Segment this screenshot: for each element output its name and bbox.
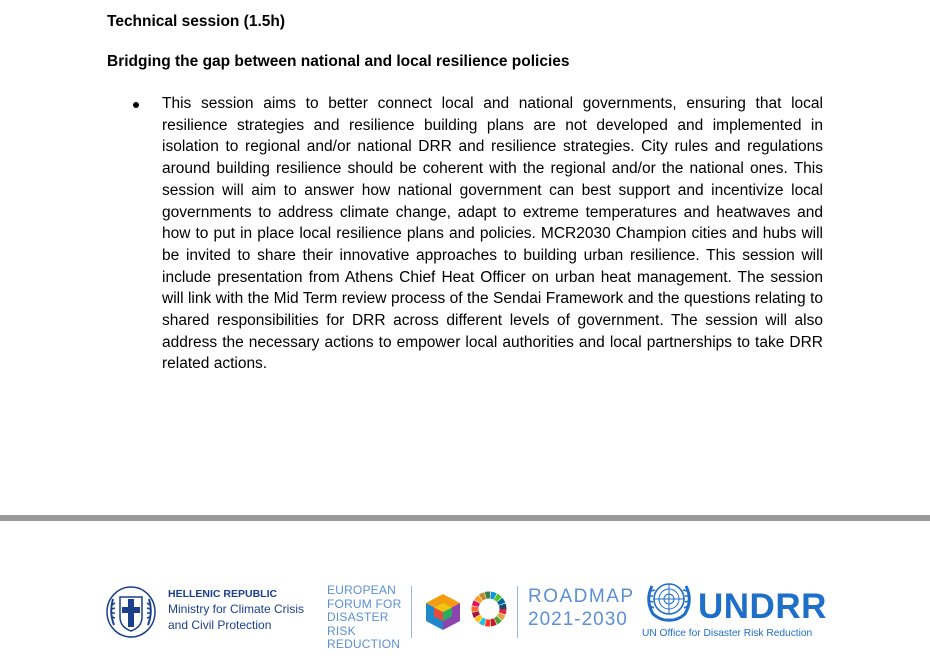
logo-separator xyxy=(517,586,518,638)
sdg-wheel-icon xyxy=(470,590,508,628)
undrr-logo-subtitle: UN Office for Disaster Risk Reduction xyxy=(642,628,813,639)
hellenic-line3: and Civil Protection xyxy=(168,618,272,632)
bullet-icon xyxy=(133,102,139,108)
undrr-logo-name: UNDRR xyxy=(698,587,827,626)
forum-line2: FORUM FOR xyxy=(327,596,402,611)
hellenic-line2: Ministry for Climate Crisis xyxy=(168,602,305,616)
forum-cube-icon xyxy=(424,592,462,632)
hellenic-republic-logo-text xyxy=(168,588,318,633)
bullet-item-text: This session aims to better connect local and national governments, ensuring that local resilience strategies and resilience building plans are not developed and implemented in isolation to regional and/or national DRR and resilience strategies. City rules and regulations around building resilience should be coherent with the regional and/or the national ones. This session will aim to answer how national government can best support and incentivize local governments to address climate change, adapt to extreme temperatures and heatwaves and how to put in place local resilience plans and policies. MCR2030 Champion cities and hubs will be invited to share their innovative approaches to building urban resilience. This session will include presentation from Athens Chief Heat Officer on urban heat management. The session will link with the Mid Term review process of the Sendai Framework and the questions relating to shared responsibilities for DRR across different levels of government. The session will also address the necessary actions to empower local authorities and local partnerships to take DRR related actions. xyxy=(162,95,823,373)
hellenic-line1: HELLENIC REPUBLIC xyxy=(168,588,278,600)
roadmap-line2: 2021-2030 xyxy=(528,609,628,630)
session-heading: Technical session (1.5h) xyxy=(107,13,286,30)
forum-line4: REDUCTION xyxy=(327,637,401,651)
forum-line3: DISASTER RISK xyxy=(327,610,389,638)
footer-divider xyxy=(0,515,930,521)
un-emblem-icon xyxy=(643,578,695,624)
logo-separator xyxy=(411,586,412,638)
hellenic-emblem-icon xyxy=(105,585,157,639)
forum-line1: EUROPEAN xyxy=(327,583,396,597)
european-forum-logo-text xyxy=(327,584,417,652)
session-title: Bridging the gap between national and local resilience policies xyxy=(107,53,570,70)
roadmap-line1: ROADMAP xyxy=(528,586,635,607)
roadmap-logo-text xyxy=(528,586,635,632)
